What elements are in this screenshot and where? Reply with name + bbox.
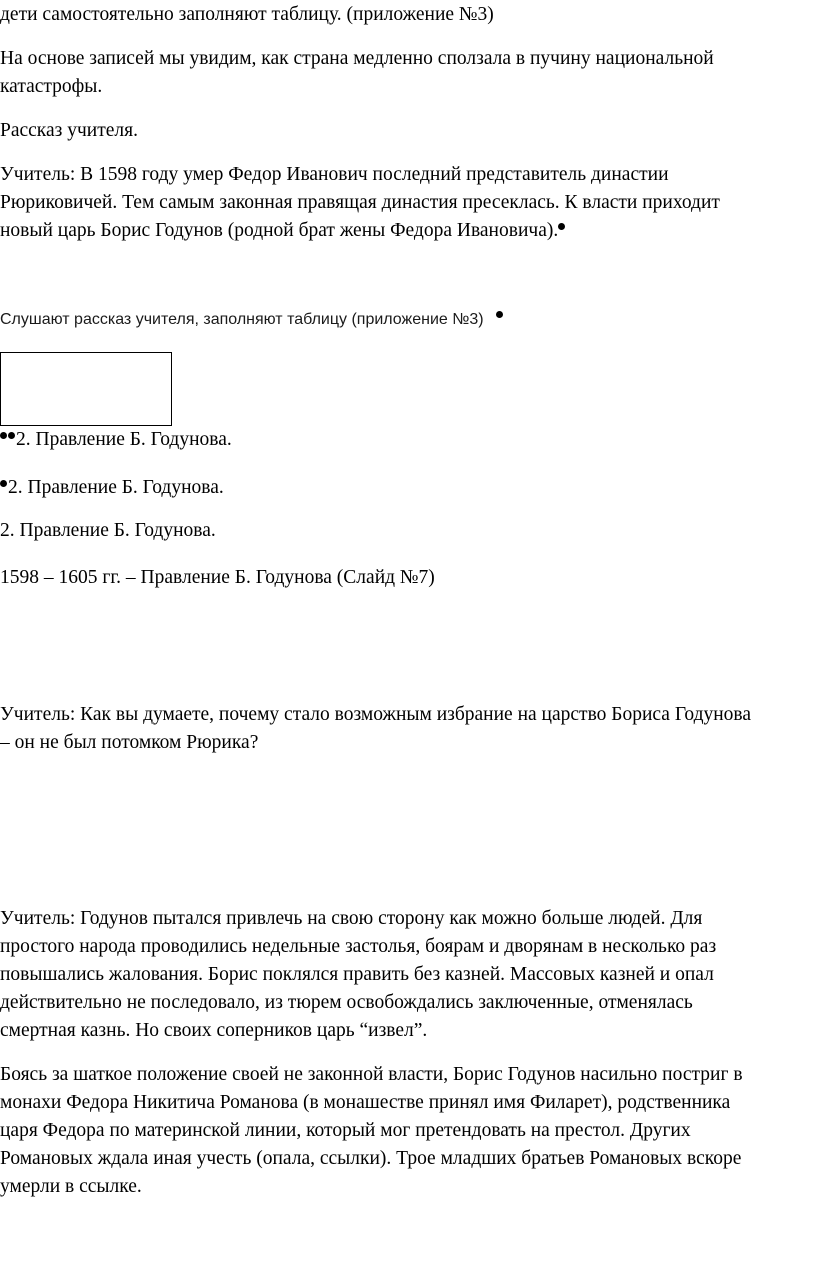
student-note bbox=[0, 306, 504, 334]
paragraph-line bbox=[0, 217, 566, 245]
heading-text: 2. Правление Б. Годунова. bbox=[16, 429, 232, 450]
heading-line bbox=[0, 426, 232, 454]
question-line: – он не был потомком Рюрика? bbox=[0, 732, 259, 753]
paragraph-text: новый царь Борис Годунов (родной брат жены Федора Ивановича). bbox=[0, 220, 559, 241]
paragraph-line: Учитель: В 1598 году умер Федор Иванович последний представитель династии bbox=[0, 164, 669, 185]
date-line: 1598 – 1605 гг. – Правление Б. Годунова (Слайд №7) bbox=[0, 567, 435, 588]
bullet-icon bbox=[8, 432, 15, 439]
paragraph-line: Боясь за шаткое положение своей не законной власти, Борис Годунов насильно постриг в bbox=[0, 1064, 743, 1085]
bullet-icon bbox=[496, 311, 503, 318]
question-line: Учитель: Как вы думаете, почему стало возможным избрание на царство Бориса Годунова bbox=[0, 704, 752, 725]
paragraph-line: Учитель: Годунов пытался привлечь на свою сторону как можно больше людей. Для bbox=[0, 908, 703, 929]
paragraph-line: На основе записей мы увидим, как страна медленно сползала в пучину национальной bbox=[0, 48, 714, 69]
heading-line bbox=[0, 474, 224, 502]
bullet-icon bbox=[558, 223, 565, 230]
paragraph-line: смертная казнь. Но своих соперников царь “извел”. bbox=[0, 1020, 428, 1041]
paragraph-line: повышались жалования. Борис поклялся править без казней. Массовых казней и опал bbox=[0, 964, 714, 985]
heading-text: 2. Правление Б. Годунова. bbox=[8, 477, 224, 498]
paragraph-line: простого народа проводились недельные застолья, боярам и дворянам в несколько раз bbox=[0, 936, 717, 957]
intro-line: дети самостоятельно заполняют таблицу. (приложение №3) bbox=[0, 4, 494, 25]
heading-line bbox=[0, 517, 216, 545]
paragraph-line: Рюриковичей. Тем самым законная правящая династия пресеклась. К власти приходит bbox=[0, 192, 720, 213]
bullet-icon bbox=[0, 432, 7, 439]
paragraph-line: Романовых ждала иная учесть (опала, ссылки). Трое младших братьев Романовых вскоре bbox=[0, 1148, 742, 1169]
section-label: Рассказ учителя. bbox=[0, 120, 138, 141]
paragraph-line: катастрофы. bbox=[0, 76, 103, 97]
empty-table-box bbox=[0, 352, 172, 426]
paragraph-line: действительно не последовало, из тюрем освобождались заключенные, отменялась bbox=[0, 992, 693, 1013]
paragraph-line: монахи Федора Никитича Романова (в монашестве принял имя Филарет), родственника bbox=[0, 1092, 731, 1113]
note-text: Слушают рассказ учителя, заполняют таблицу (приложение №3) bbox=[0, 311, 484, 328]
bullet-icon bbox=[0, 480, 7, 487]
heading-text: 2. Правление Б. Годунова. bbox=[0, 520, 216, 541]
paragraph-line: умерли в ссылке. bbox=[0, 1176, 142, 1197]
paragraph-line: царя Федора по материнской линии, который мог претендовать на престол. Других bbox=[0, 1120, 691, 1141]
